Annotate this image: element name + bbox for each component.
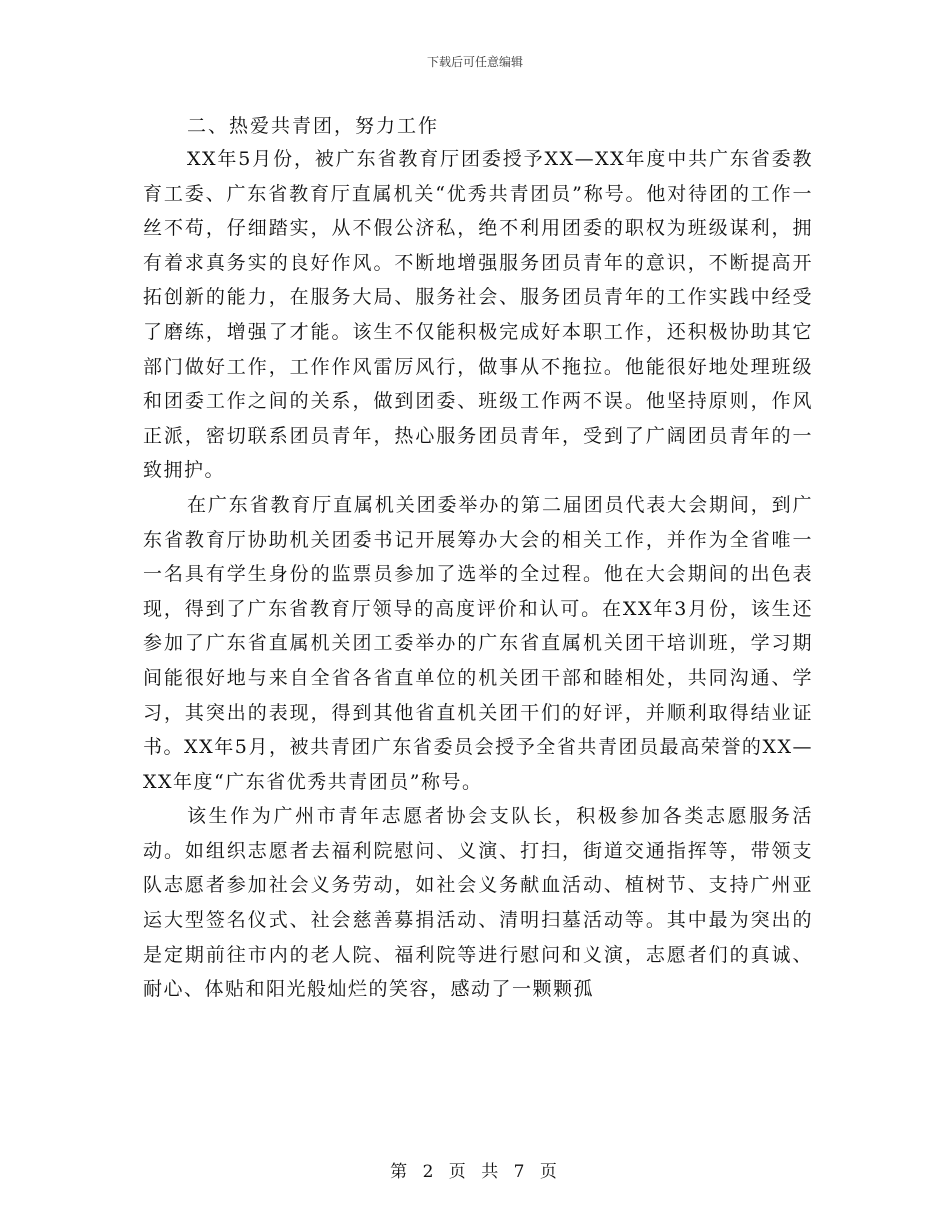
paragraph-3: 该生作为广州市青年志愿者协会支队长，积极参加各类志愿服务活动。如组织志愿者去福利院慰问、义演、打扫，街道交通指挥等，带领支队志愿者参加社会义务劳动，如社会义务献血活动、植树节、支持广州亚运大型签名仪式、社会慈善募捐活动、清明扫墓活动等。其中最为突出的是定期前往市内的老人院、福利院等进行慰问和义演，志愿者们的真诚、耐心、体贴和阳光般灿烂的笑容，感动了一颗颗孤 [143,805,813,1001]
page-header: 下载后可任意编辑 [426,55,523,69]
paragraph-1: XX年5月份，被广东省教育厅团委授予XX—XX年度中共广东省委教育工委、广东省教育厅直属机关“优秀共青团员”称号。他对待团的工作一丝不苟，仔细踏实，从不假公济私，绝不利用团委的职权为班级谋利，拥有着求真务实的良好作风。不断地增强服务团员青年的意识，不断提高开拓创新的能力，在服务大局、服务社会、服务团员青年的工作实践中经受了磨练，增强了才能。该生不仅能积极完成好本职工作，还积极协助其它部门做好工作，工作作风雷厉风行，做事从不拖拉。他能很好地处理班级和团委工作之间的关系，做到团委、班级工作两不误。他坚持原则，作风正派，密切联系团员青年，热心服务团员青年，受到了广阔团员青年的一致拥护。 [143,148,813,482]
document-body [143,110,813,1007]
page-number: 第 2 页 共 7 页 [390,1162,560,1182]
section-heading: 二、热爱共青团，努力工作 [187,115,440,137]
paragraph-2: 在广东省教育厅直属机关团委举办的第二届团员代表大会期间，到广东省教育厅协助机关团委书记开展筹办大会的相关工作，并作为全省唯一一名具有学生身份的监票员参加了选举的全过程。他在大会期间的出色表现，得到了广东省教育厅领导的高度评价和认可。在XX年3月份，该生还参加了广东省直属机关团工委举办的广东省直属机关团干培训班，学习期间能很好地与来自全省各省直单位的机关团干部和睦相处，共同沟通、学习，其突出的表现，得到其他省直机关团干们的好评，并顺利取得结业证书。XX年5月，被共青团广东省委员会授予全省共青团员最高荣誉的XX—XX年度“广东省优秀共青团员”称号。 [143,493,813,793]
